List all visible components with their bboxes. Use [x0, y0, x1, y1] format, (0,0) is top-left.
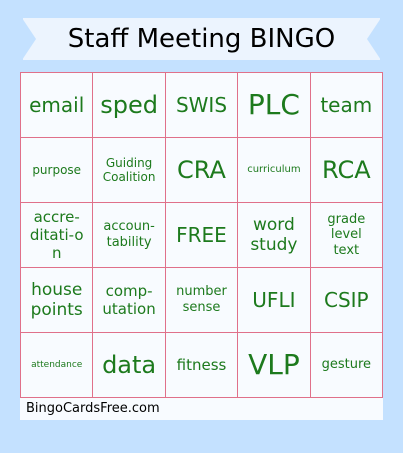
card-title: Staff Meeting BINGO [67, 24, 336, 54]
free-space[interactable]: FREE [166, 203, 238, 268]
bingo-cell[interactable]: data [93, 333, 165, 398]
bingo-cell[interactable]: word study [238, 203, 310, 268]
bingo-cell[interactable]: PLC [238, 73, 310, 138]
bingo-cell[interactable]: sped [93, 73, 165, 138]
bingo-cell[interactable]: Guiding Coalition [93, 138, 165, 203]
bingo-cell[interactable]: comp-utation [93, 268, 165, 333]
bingo-cell[interactable]: grade level text [311, 203, 383, 268]
bingo-cell[interactable]: CSIP [311, 268, 383, 333]
bingo-cell[interactable]: curriculum [238, 138, 310, 203]
bingo-cell[interactable]: accre-ditati-on [21, 203, 93, 268]
bingo-cell[interactable]: CRA [166, 138, 238, 203]
bingo-grid [20, 72, 383, 398]
bingo-cell[interactable]: fitness [166, 333, 238, 398]
bingo-cell[interactable]: UFLI [238, 268, 310, 333]
bingo-card [20, 72, 383, 420]
bingo-cell[interactable]: email [21, 73, 93, 138]
bingo-cell[interactable]: house points [21, 268, 93, 333]
bingo-cell[interactable]: VLP [238, 333, 310, 398]
bingo-cell[interactable]: accoun-tability [93, 203, 165, 268]
bingo-cell[interactable]: SWIS [166, 73, 238, 138]
bingo-cell[interactable]: RCA [311, 138, 383, 203]
bingo-cell[interactable]: attendance [21, 333, 93, 398]
footer-credit: BingoCardsFree.com [26, 401, 160, 416]
bingo-cell[interactable]: gesture [311, 333, 383, 398]
bingo-cell[interactable]: purpose [21, 138, 93, 203]
bingo-cell[interactable]: team [311, 73, 383, 138]
title-banner [23, 18, 380, 60]
bingo-cell[interactable]: number sense [166, 268, 238, 333]
